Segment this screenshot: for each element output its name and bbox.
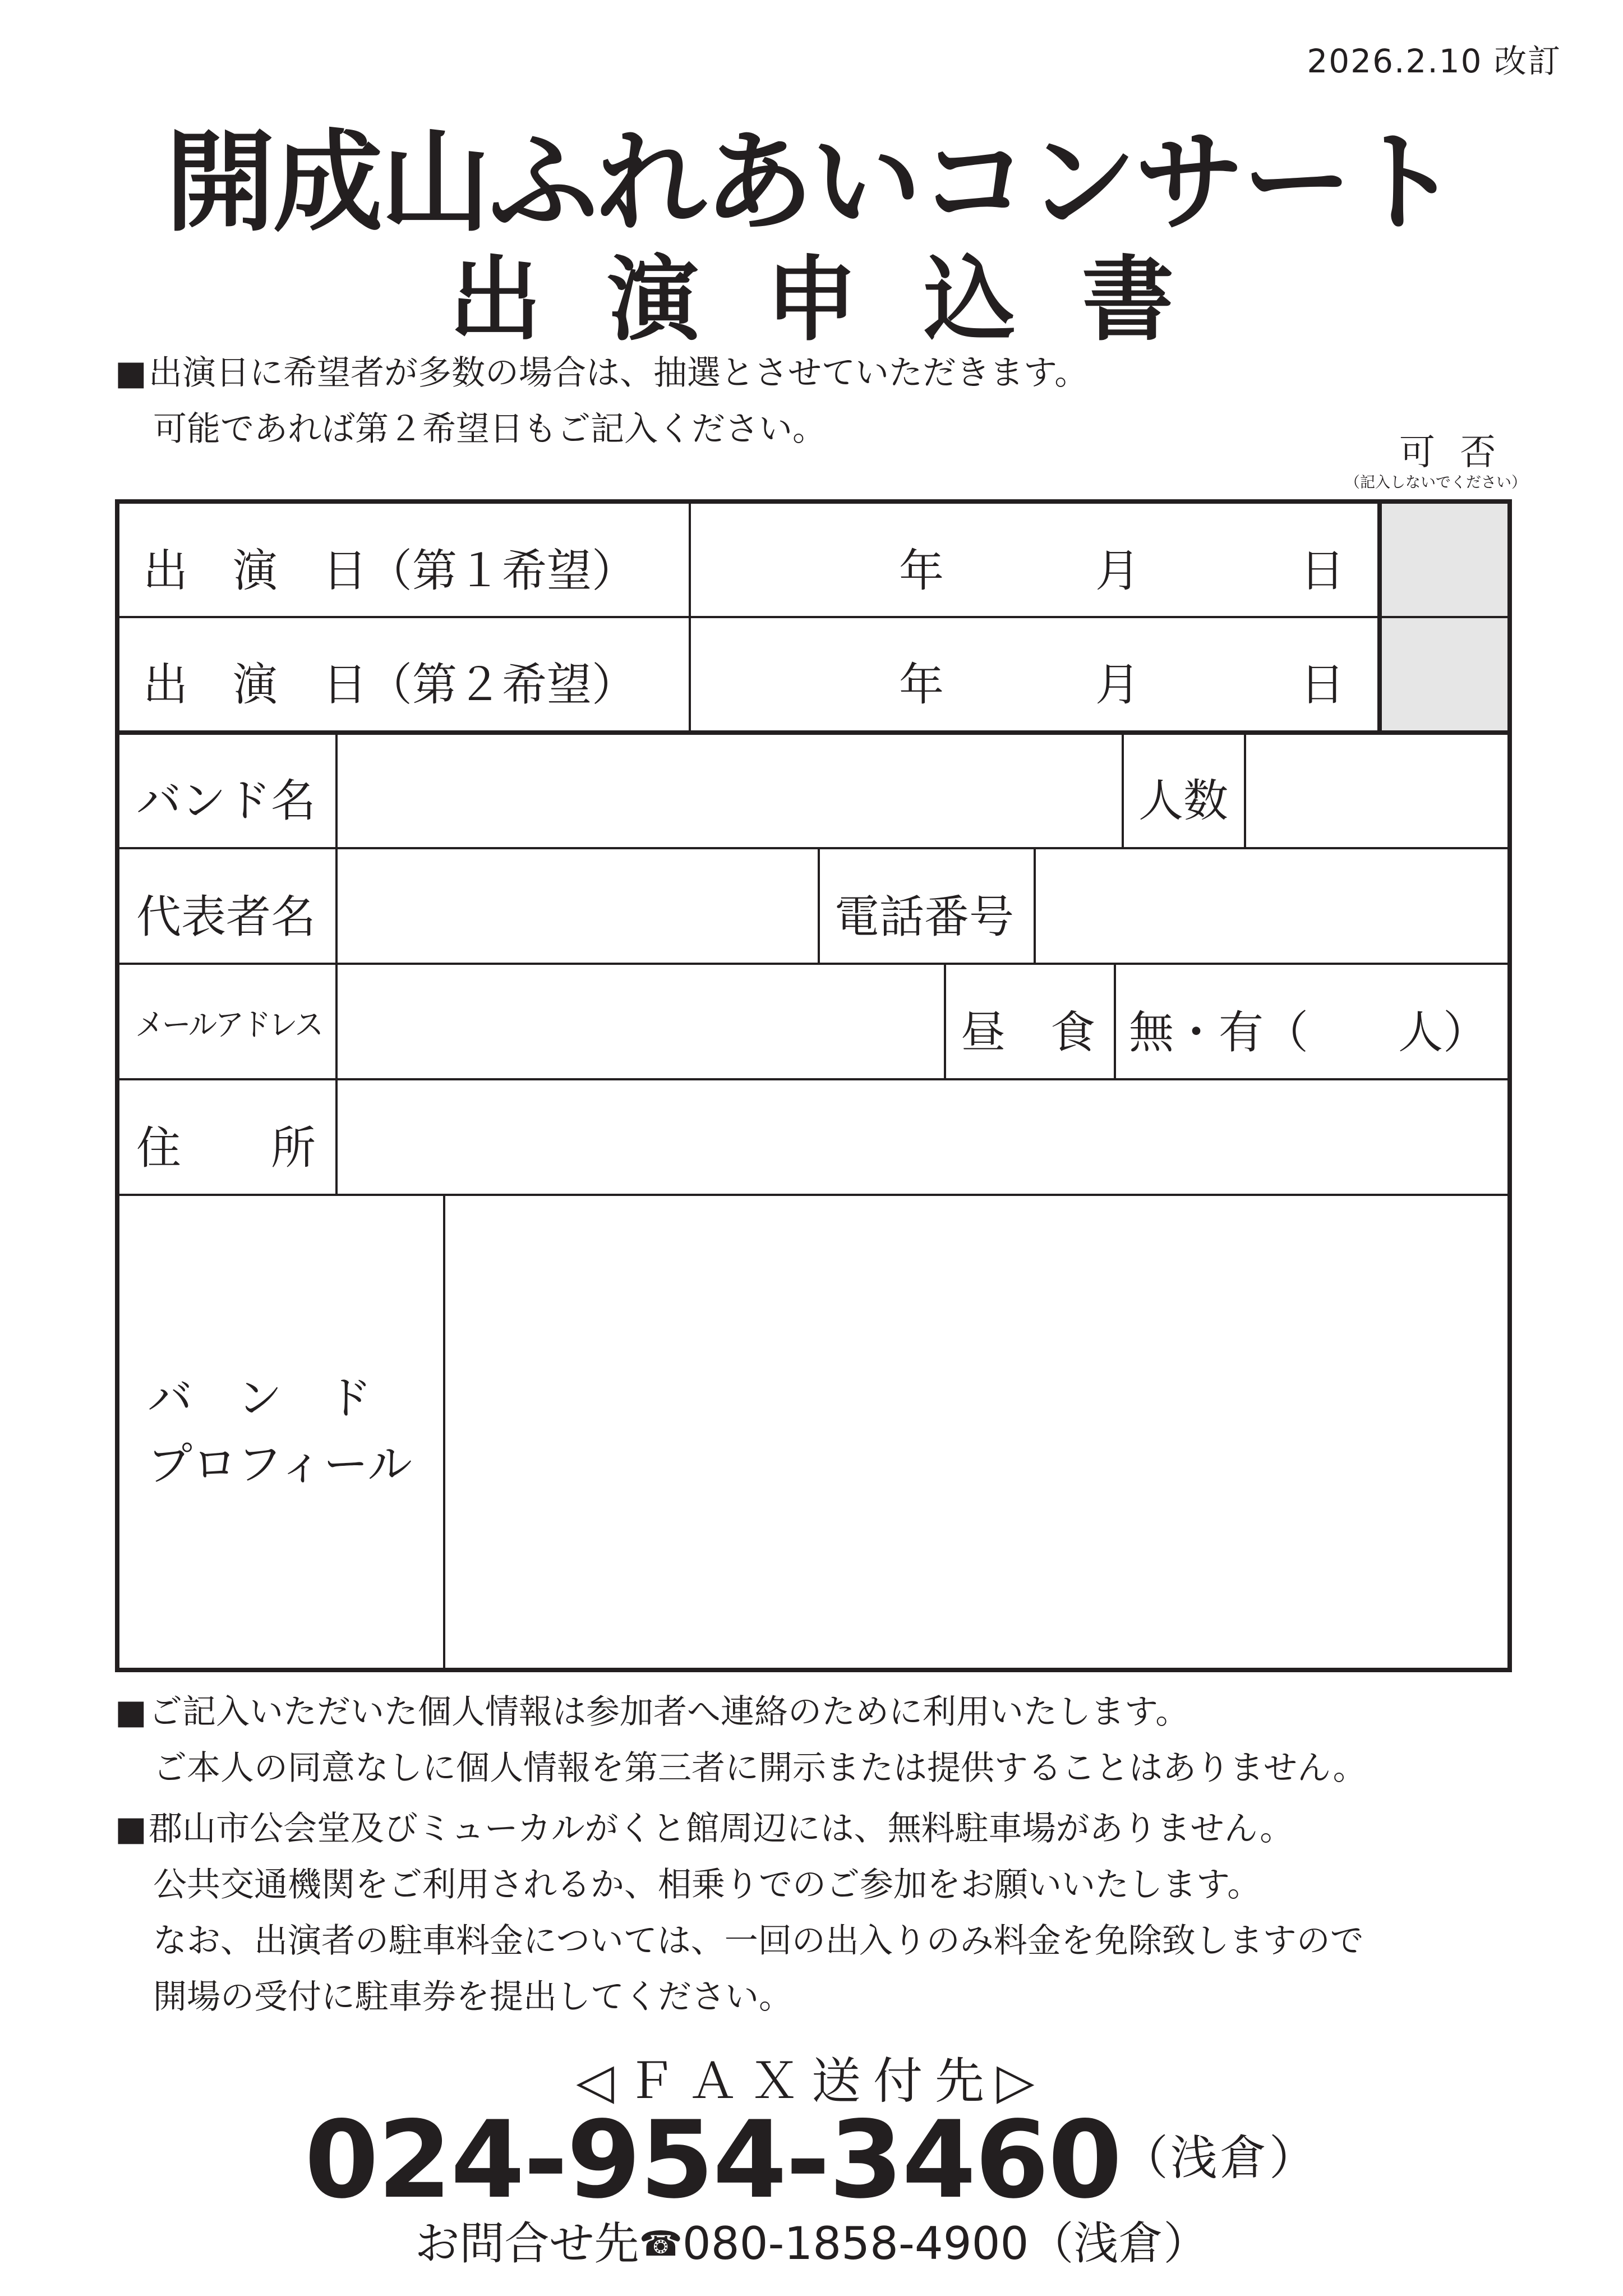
month-label: 月 <box>1095 659 1140 711</box>
row-divider <box>119 1194 1507 1196</box>
bottom-note-privacy <box>115 1684 1367 1796</box>
page-subtitle: 出演申込書 <box>449 246 1240 353</box>
col-divider <box>1244 733 1246 848</box>
col-divider <box>944 964 946 1079</box>
bottom-note-parking <box>115 1801 1364 2025</box>
fax-heading: ◁ＦＡＸ送付先▷ <box>576 2052 1047 2110</box>
note-line: 出演日に希望者が多数の場合は、抽選とさせていただきます。 <box>149 353 1089 393</box>
col-divider <box>818 848 820 964</box>
fax-person: （浅倉） <box>1121 2131 1318 2185</box>
approval-label: 可 否 <box>1399 432 1503 473</box>
note-line: 郡山市公会堂及びミューカルがくと館周辺には、無料駐車場がありません。 <box>149 1809 1294 1848</box>
note-line: 可能であれば第２希望日もご記入ください。 <box>153 409 826 449</box>
row-divider <box>119 616 1507 618</box>
bullet-square: ■ <box>115 1809 147 1848</box>
day-label: 日 <box>1300 545 1345 597</box>
note-line: 公共交通機関をご利用されるか、相乗りでのご参加をお願いいたします。 <box>153 1865 1261 1904</box>
page-title: 開成山ふれあいコンサート <box>165 119 1458 247</box>
note-line: ご記入いただいた個人情報は参加者へ連絡のために利用いたします。 <box>149 1692 1189 1732</box>
col-divider <box>1122 733 1124 848</box>
members-label: 人数 <box>1138 775 1228 827</box>
month-label: 月 <box>1095 545 1140 597</box>
lunch-label: 昼 食 <box>961 1006 1095 1059</box>
profile-label-line2: プロフィール <box>147 1438 412 1490</box>
fax-number-block <box>0 2098 1623 2222</box>
col-divider <box>1034 848 1036 964</box>
note-line: なお、出演者の駐車料金については、一回の出入りのみ料金を免除致しますので <box>153 1921 1364 1961</box>
row-divider <box>119 963 1507 965</box>
address-label: 住 所 <box>136 1122 316 1174</box>
contact-label: お問合せ先 <box>414 2217 639 2270</box>
row-divider <box>119 1078 1507 1080</box>
profile-label-line1: バ ン ド <box>147 1372 372 1424</box>
top-note <box>115 345 1088 457</box>
year-label: 年 <box>899 659 944 711</box>
note-line: ご本人の同意なしに個人情報を第三者に開示または提供することはありません。 <box>153 1749 1367 1788</box>
date2-label: 出 演 日（第２希望） <box>143 659 637 711</box>
row-divider <box>119 847 1507 849</box>
bullet-square: ■ <box>115 1692 147 1732</box>
col-divider <box>443 1195 445 1668</box>
col-divider <box>689 504 691 733</box>
col-divider <box>1377 504 1382 733</box>
application-form <box>115 499 1512 1672</box>
lunch-options: 無・有（ 人） <box>1129 1006 1488 1059</box>
fax-number: 024-954-3460 <box>305 2098 1121 2222</box>
row-divider <box>119 730 1507 735</box>
note-line: 開場の受付に駐車券を提出してください。 <box>153 1977 792 2017</box>
revision-date: 2026.2.10 改訂 <box>1307 42 1561 80</box>
phone-icon: ☎ <box>639 2223 683 2264</box>
contact-person: （浅倉） <box>1029 2217 1209 2270</box>
approval-note: （記入しないでください） <box>1345 474 1527 491</box>
band-name-label: バンド名 <box>136 775 316 827</box>
approval-cell <box>1380 504 1507 733</box>
col-divider <box>1114 964 1116 1079</box>
contact-number: 080-1858-4900 <box>682 2217 1029 2270</box>
day-label: 日 <box>1300 659 1345 711</box>
date1-label: 出 演 日（第１希望） <box>143 545 637 597</box>
contact-line <box>0 2207 1623 2272</box>
bullet-square: ■ <box>115 353 147 393</box>
phone-label: 電話番号 <box>834 891 1014 943</box>
email-label: メールアドレス <box>135 1007 322 1043</box>
representative-label: 代表者名 <box>136 891 316 943</box>
col-divider <box>335 733 338 1194</box>
year-label: 年 <box>899 545 944 597</box>
